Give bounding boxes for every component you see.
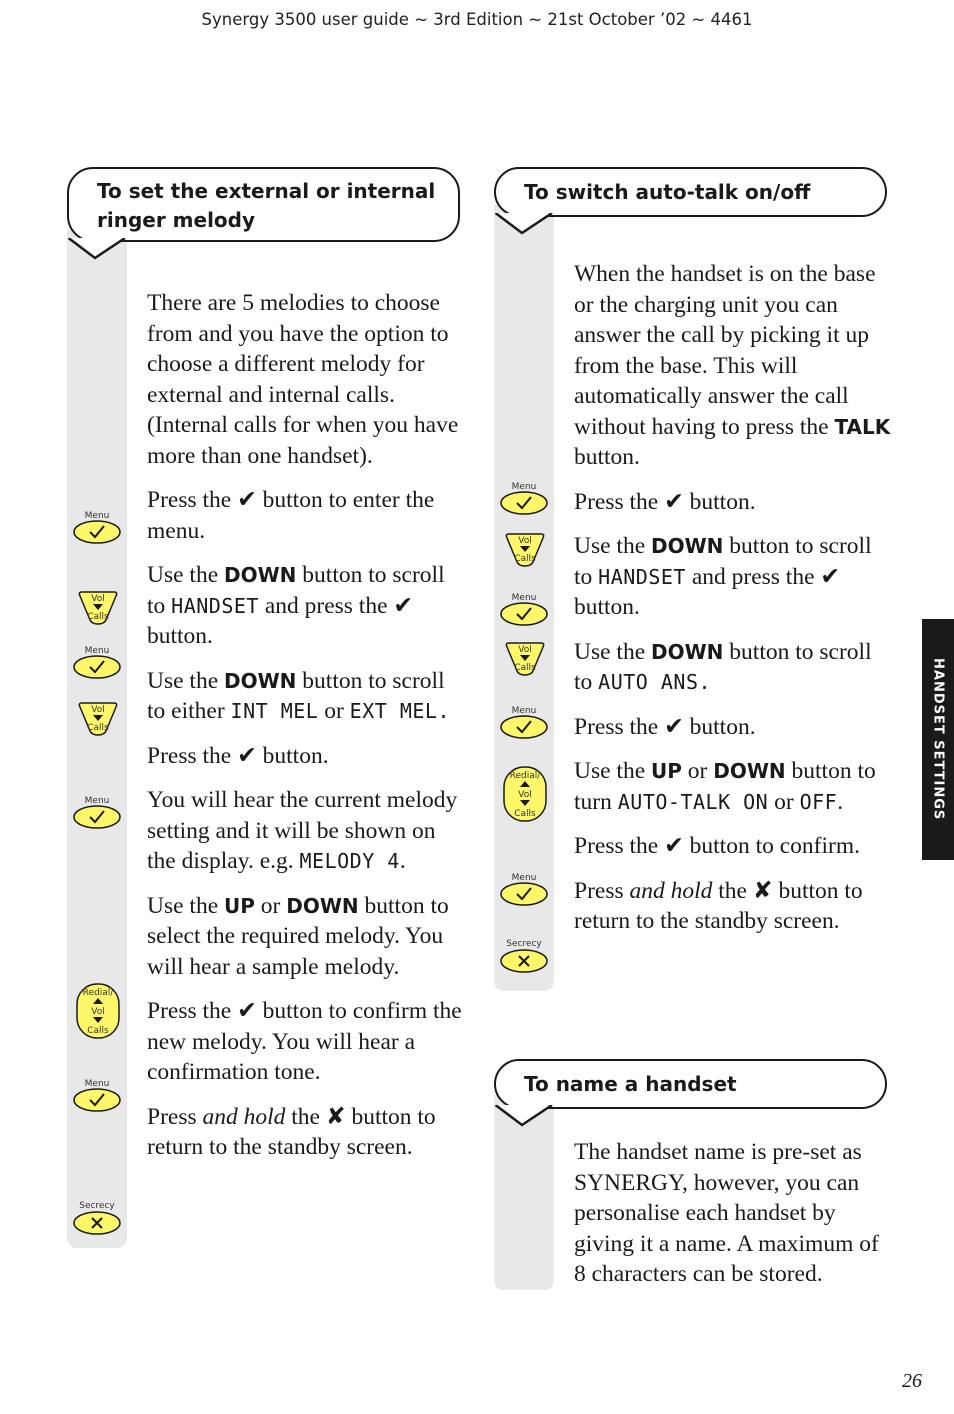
right1-step-5: Use the UP or DOWN button to turn AUTO-TALK ON or OFF. [574, 758, 876, 815]
right2-intro: The handset name is pre-set as SYNERGY, however, you can personalise each handset by giving it a name. A maximum of 8 characters can be stored. [574, 1139, 879, 1287]
menu-button-icon [71, 793, 123, 837]
svg-text:Calls: Calls [514, 663, 536, 673]
redial-vol-calls-button-icon [75, 982, 121, 1044]
left-text-column [147, 288, 462, 1177]
check-icon: ✔ [393, 592, 414, 619]
left-step-3: Use the DOWN button to scroll to either INT MEL or EXT MEL. [147, 667, 450, 724]
svg-text:Calls: Calls [87, 1026, 109, 1036]
left-step-4: Press the ✔ button. [147, 742, 329, 769]
cross-icon: ✘ [325, 1103, 346, 1130]
page-header: Synergy 3500 user guide ~ 3rd Edition ~ 21st October ’02 ~ 4461 [201, 10, 753, 29]
check-icon: ✔ [820, 563, 841, 590]
section-side-tab [922, 619, 954, 860]
svg-text:Menu: Menu [511, 873, 537, 883]
section-side-tab-label: HANDSET SETTINGS [930, 658, 946, 821]
menu-button-icon [498, 703, 550, 747]
svg-text:Calls: Calls [514, 809, 536, 819]
svg-text:Menu: Menu [511, 482, 537, 492]
right1-intro: When the handset is on the base or the charging unit you can answer the call by picking it up from the base. This will automatically answer the call without having to press the TALK button. [574, 261, 891, 470]
right1-step-6: Press the ✔ button to confirm. [574, 833, 861, 859]
left-step-2: Use the DOWN button to scroll to HANDSET and press the ✔ button. [147, 562, 445, 649]
right-section-title-2: To name a handset [524, 1072, 737, 1096]
svg-text:Secrecy: Secrecy [79, 1201, 115, 1211]
svg-text:Menu: Menu [511, 593, 537, 603]
menu-button-icon [498, 590, 550, 634]
menu-button-icon [498, 870, 550, 914]
left-title-tail [67, 238, 131, 262]
right1-step-2: Use the DOWN button to scroll to HANDSET and press the ✔ button. [574, 533, 872, 620]
svg-text:Vol: Vol [91, 1007, 105, 1017]
left-section-title-line2: ringer melody [97, 208, 256, 232]
menu-button-icon [71, 643, 123, 687]
svg-text:Menu: Menu [511, 706, 537, 716]
svg-text:Calls: Calls [514, 554, 536, 564]
vol-calls-button-icon [503, 641, 547, 681]
right-text-column-1 [574, 259, 892, 951]
left-section-title-line1: To set the external or internal [97, 179, 436, 203]
left-step-5: You will hear the current melody setting and it will be shown on the display. e.g. MELODY 4. [147, 787, 458, 874]
left-step-8: Press and hold the ✘ button to return to the standby screen. [147, 1103, 436, 1160]
check-icon: ✔ [237, 487, 257, 513]
check-icon: ✔ [664, 488, 684, 515]
svg-text:Calls: Calls [87, 723, 109, 733]
svg-text:Vol: Vol [518, 645, 532, 655]
svg-text:Vol: Vol [91, 705, 105, 715]
check-icon: ✔ [664, 833, 684, 859]
right-title-tail-2 [494, 1105, 558, 1129]
svg-text:Calls: Calls [87, 612, 109, 622]
right-section-title-1: To switch auto-talk on/off [524, 180, 811, 204]
vol-calls-button-icon [503, 532, 547, 572]
page-number: 26 [902, 1370, 922, 1392]
check-icon: ✔ [664, 713, 684, 740]
left-step-1: Press the ✔ button to enter the menu. [147, 487, 435, 544]
menu-button-icon [71, 508, 123, 552]
svg-text:Secrecy: Secrecy [506, 939, 542, 949]
right-section-title-box-1 [494, 167, 887, 217]
right-section-title-box-2 [494, 1059, 887, 1109]
svg-text:Menu: Menu [84, 646, 110, 656]
left-step-6: Use the UP or DOWN button to select the required melody. You will hear a sample melody. [147, 892, 449, 980]
check-icon: ✔ [237, 998, 257, 1024]
svg-text:Menu: Menu [84, 511, 110, 521]
redial-vol-calls-button-icon [502, 765, 548, 827]
check-icon: ✔ [237, 742, 257, 769]
right-text-column-2 [574, 1137, 892, 1290]
svg-text:Vol: Vol [518, 536, 532, 546]
left-section-title-box [67, 167, 460, 242]
svg-text:Menu: Menu [84, 796, 110, 806]
menu-button-icon [71, 1076, 123, 1120]
right1-step-3: Use the DOWN button to scroll to AUTO ANS. [574, 638, 872, 695]
secrecy-button-icon [498, 935, 550, 979]
right1-step-1: Press the ✔ button. [574, 488, 756, 515]
svg-text:Redial/: Redial/ [509, 771, 541, 781]
right1-step-4: Press the ✔ button. [574, 713, 756, 740]
left-intro: There are 5 melodies to choose from and you have the option to choose a different melody for external and internal calls. (Internal calls for when you have more than one handset). [147, 290, 459, 469]
vol-calls-button-icon [76, 701, 120, 741]
vol-calls-button-icon [76, 590, 120, 630]
secrecy-button-icon [71, 1197, 123, 1241]
svg-text:Vol: Vol [518, 790, 532, 800]
right1-step-7: Press and hold the ✘ button to return to the standby screen. [574, 877, 863, 934]
svg-text:Redial/: Redial/ [82, 988, 114, 998]
cross-icon: ✘ [752, 877, 773, 904]
svg-text:Menu: Menu [84, 1079, 110, 1089]
menu-button-icon [498, 479, 550, 523]
left-step-7: Press the ✔ button to confirm the new melody. You will hear a confirmation tone. [147, 998, 462, 1085]
svg-text:Vol: Vol [91, 594, 105, 604]
right-title-tail-1 [494, 213, 558, 237]
